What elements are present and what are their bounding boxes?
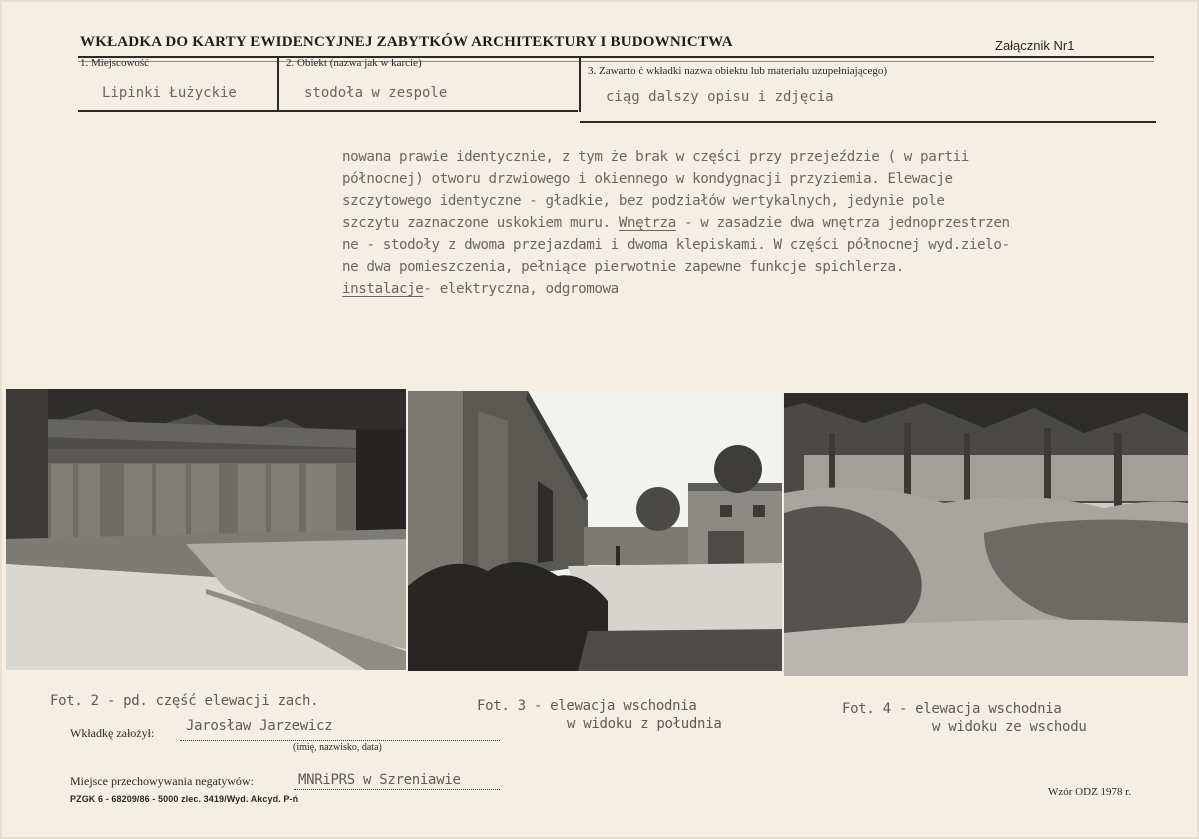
field-value-object: stodoła w zespole [304, 85, 448, 101]
description-segment: - elektryczna, odgromowa [423, 281, 619, 297]
field-label-contents: 3. Zawarto ć wkładki nazwa obiektu lub materiału uzupełniającego) [588, 65, 888, 77]
interiors-heading: Wnętrza [618, 215, 676, 231]
header-rule-thin [78, 61, 1154, 62]
photo-4-caption-line-2: w widoku ze wschodu [932, 719, 1087, 735]
installations-heading: instalacje [342, 281, 424, 297]
negative-storage-label: Miejsce przechowywania negatywów: [70, 774, 254, 788]
description-text [342, 146, 1172, 300]
annex-number: Załącznik Nr1 [995, 38, 1075, 53]
fields-bottom-rule-right [580, 121, 1156, 123]
description-line [342, 212, 1172, 234]
photo-2-caption: Fot. 2 - pd. część elewacji zach. [50, 693, 319, 709]
negative-storage-dotted-line [294, 789, 500, 790]
description-line [342, 278, 1172, 300]
fields-bottom-rule [78, 110, 578, 112]
negative-storage-value: MNRiPRS w Szreniawie [298, 772, 461, 788]
photo-2-barn-west-facade [6, 389, 406, 670]
field-value-contents: ciąg dalszy opisu i zdjęcia [606, 89, 834, 105]
photo-4-caption-line-1: Fot. 4 - elewacja wschodnia [842, 701, 1062, 717]
fields-divider-1 [277, 58, 279, 112]
photo-3-caption-line-1: Fot. 3 - elewacja wschodnia [477, 698, 697, 714]
fields-divider-2 [579, 58, 581, 112]
founded-by-hint: (imię, nazwisko, data) [293, 742, 382, 753]
founded-by-dotted-line [180, 740, 500, 741]
description-line: ne dwa pomieszczenia, pełniące pierwotnie zapewne funkcje spichlerza. [342, 259, 904, 275]
photo-3-barn-east-facade-from-south [408, 391, 782, 671]
founded-by-value: Jarosław Jarzewicz [186, 718, 333, 734]
photo-4-barn-east-facade-from-east [784, 393, 1188, 676]
founded-by-label: Wkładkę założył: [70, 726, 155, 740]
field-label-object: 2. Obiekt (nazwa jak w karcie) [286, 57, 422, 69]
description-segment: - w zasadzie dwa wnętrza jednoprzestrzen [675, 215, 1010, 231]
description-line: północnej) otworu drzwiowego i okiennego w kondygnacji przyziemia. Elewacje [342, 171, 953, 187]
document-title: WKŁADKA DO KARTY EWIDENCYJNEJ ZABYTKÓW ARCHITEKTURY I BUDOWNICTWA [80, 34, 733, 50]
field-label-locality: 1. Miejscowość [80, 57, 150, 69]
description-segment: szczytu zaznaczone uskokiem muru. [342, 215, 611, 231]
description-line: nowana prawie identycznie, z tym że brak w części przy przejeździe ( w partii [342, 149, 969, 165]
field-value-locality: Lipinki Łużyckie [102, 85, 237, 101]
header-rule [78, 56, 1154, 58]
form-model: Wzór ODZ 1978 r. [1048, 786, 1132, 798]
print-info: PZGK 6 - 68209/86 - 5000 zlec. 3419/Wyd. Akcyd. P-ń [70, 794, 299, 804]
description-line: szczytowego identyczne - gładkie, bez podziałów wertykalnych, jedynie pole [342, 193, 945, 209]
description-line: ne - stodoły z dwoma przejazdami i dwoma klepiskami. W części północnej wyd.zielo- [342, 237, 1010, 253]
photo-3-caption-line-2: w widoku z południa [567, 716, 722, 732]
